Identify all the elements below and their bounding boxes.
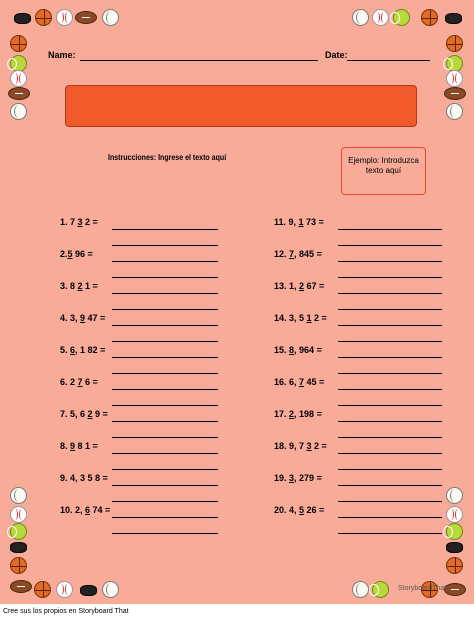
problem-digits-before: 7 xyxy=(67,217,78,227)
answer-line[interactable] xyxy=(112,389,218,390)
problem-digits-before: 2, xyxy=(72,505,86,515)
problem-number: 8. xyxy=(60,441,68,451)
problem-number: 6. xyxy=(60,377,68,387)
underlined-digit: 8 xyxy=(289,345,295,355)
answer-line[interactable] xyxy=(338,245,442,246)
basketball-icon xyxy=(34,581,51,598)
problem-number: 1. xyxy=(60,217,68,227)
answer-line[interactable] xyxy=(338,437,442,438)
problem-digits-before: 4, xyxy=(286,505,300,515)
date-field-line[interactable] xyxy=(347,60,430,61)
problem-digits-after: 9 = xyxy=(92,409,108,419)
volleyball-icon xyxy=(352,581,369,598)
problem-digits-after: , 1 82 = xyxy=(75,345,106,355)
hockey-puck-icon xyxy=(14,13,31,24)
problem-number: 12. xyxy=(274,249,287,259)
answer-line[interactable] xyxy=(338,485,442,486)
problem-11 xyxy=(274,217,324,227)
problem-3 xyxy=(60,281,98,291)
problem-digits-after: 26 = xyxy=(304,505,325,515)
tennis-ball-icon xyxy=(372,581,389,598)
problem-digits-after: 6 = xyxy=(82,377,98,387)
basketball-icon xyxy=(35,9,52,26)
answer-line[interactable] xyxy=(112,245,218,246)
problem-digits-after: 2 = xyxy=(311,441,327,451)
answer-line[interactable] xyxy=(338,517,442,518)
problem-number: 15. xyxy=(274,345,287,355)
answer-line[interactable] xyxy=(112,261,218,262)
problem-digits-before: 9, 7 xyxy=(286,441,307,451)
basketball-icon xyxy=(421,9,438,26)
problem-number: 9. xyxy=(60,473,68,483)
problem-6 xyxy=(60,377,98,387)
problem-19 xyxy=(274,473,322,483)
underlined-digit: 3 xyxy=(306,441,312,451)
answer-line[interactable] xyxy=(112,517,218,518)
basketball-icon xyxy=(10,557,27,574)
hockey-puck-icon xyxy=(80,585,97,596)
answer-line[interactable] xyxy=(338,453,442,454)
underlined-digit: 2 xyxy=(299,281,305,291)
baseball-icon xyxy=(10,506,27,523)
tennis-ball-icon xyxy=(10,523,27,540)
name-label: Name: xyxy=(48,50,76,60)
tennis-ball-icon xyxy=(393,9,410,26)
underlined-digit: 5 xyxy=(67,249,73,259)
problem-number: 7. xyxy=(60,409,68,419)
answer-line[interactable] xyxy=(338,469,442,470)
answer-line[interactable] xyxy=(112,485,218,486)
volleyball-icon xyxy=(446,487,463,504)
problem-digits-before: 9, xyxy=(286,217,299,227)
footer-credit: Cree sus los propios en Storyboard That xyxy=(0,604,474,620)
underlined-digit: 9 xyxy=(70,441,76,451)
answer-line[interactable] xyxy=(112,325,218,326)
answer-line[interactable] xyxy=(112,341,218,342)
football-icon xyxy=(75,11,97,24)
problem-number: 3. xyxy=(60,281,68,291)
answer-line[interactable] xyxy=(338,533,442,534)
problem-digits-after: , 279 = xyxy=(294,473,322,483)
problem-13 xyxy=(274,281,324,291)
underlined-digit: 5 xyxy=(299,505,305,515)
problem-5 xyxy=(60,345,105,355)
problem-digits-after: 74 = xyxy=(90,505,111,515)
answer-line[interactable] xyxy=(112,293,218,294)
answer-line[interactable] xyxy=(338,325,442,326)
basketball-icon xyxy=(446,557,463,574)
problem-digits-before: 3, xyxy=(67,313,81,323)
volleyball-icon xyxy=(352,9,369,26)
problem-digits-before: 5, 6 xyxy=(67,409,88,419)
volleyball-icon xyxy=(102,581,119,598)
problem-digits-after: 73 = xyxy=(303,217,324,227)
answer-line[interactable] xyxy=(338,501,442,502)
problem-digits-after: 1 = xyxy=(82,281,98,291)
underlined-digit: 7 xyxy=(77,377,83,387)
problem-4 xyxy=(60,313,105,323)
title-banner[interactable] xyxy=(65,85,417,127)
hockey-puck-icon xyxy=(445,13,462,24)
football-icon xyxy=(10,580,32,593)
problem-digits-after: , 845 = xyxy=(294,249,322,259)
underlined-digit: 3 xyxy=(289,473,295,483)
underlined-digit: 9 xyxy=(80,313,86,323)
underlined-digit: 3 xyxy=(77,217,83,227)
answer-line[interactable] xyxy=(338,293,442,294)
problem-10 xyxy=(60,505,110,515)
date-label: Date: xyxy=(325,50,348,60)
problem-number: 18. xyxy=(274,441,287,451)
basketball-icon xyxy=(10,35,27,52)
problem-number: 16. xyxy=(274,377,287,387)
answer-line[interactable] xyxy=(338,373,442,374)
problem-number: 20. xyxy=(274,505,287,515)
problem-18 xyxy=(274,441,327,451)
underlined-digit: 2 xyxy=(77,281,83,291)
problem-digits-before: 4, xyxy=(67,473,81,483)
problem-number: 17. xyxy=(274,409,287,419)
baseball-icon xyxy=(10,70,27,87)
problem-2 xyxy=(60,249,93,259)
answer-line[interactable] xyxy=(338,277,442,278)
volleyball-icon xyxy=(446,103,463,120)
answer-line[interactable] xyxy=(338,357,442,358)
answer-line[interactable] xyxy=(112,453,218,454)
problem-digits-after: 2 = xyxy=(82,217,98,227)
answer-line[interactable] xyxy=(338,389,442,390)
underlined-digit: 2 xyxy=(289,409,295,419)
answer-line[interactable] xyxy=(338,229,442,230)
problem-digits-after: 67 = xyxy=(304,281,325,291)
problem-digits-before: 6, xyxy=(286,377,300,387)
underlined-digit: 6 xyxy=(85,505,91,515)
problem-digits-before: 1, xyxy=(286,281,300,291)
answer-line[interactable] xyxy=(112,421,218,422)
problem-number: 19. xyxy=(274,473,287,483)
problem-digits-before: 2 xyxy=(67,377,78,387)
answer-line[interactable] xyxy=(112,277,218,278)
problem-8 xyxy=(60,441,98,451)
example-text: Ejemplo: Introduzca texto aquí xyxy=(348,156,419,175)
answer-line[interactable] xyxy=(338,421,442,422)
problem-9 xyxy=(60,473,108,483)
answer-line[interactable] xyxy=(112,469,218,470)
underlined-digit: 7 xyxy=(299,377,305,387)
answer-line[interactable] xyxy=(112,533,218,534)
answer-line[interactable] xyxy=(112,437,218,438)
answer-line[interactable] xyxy=(112,357,218,358)
volleyball-icon xyxy=(10,103,27,120)
underlined-digit: 1 xyxy=(298,217,304,227)
answer-line[interactable] xyxy=(338,309,442,310)
answer-line[interactable] xyxy=(338,405,442,406)
problem-digits-after: 3 5 8 = xyxy=(80,473,108,483)
problem-digits-after: 96 = xyxy=(72,249,93,259)
baseball-icon xyxy=(446,70,463,87)
problem-digits-after: , 964 = xyxy=(294,345,322,355)
problem-digits-after: 45 = xyxy=(304,377,325,387)
problem-17 xyxy=(274,409,322,419)
storyboard-logo: StoryboardThat xyxy=(398,585,447,592)
problem-number: 13. xyxy=(274,281,287,291)
problem-number: 10. xyxy=(60,505,73,515)
football-icon xyxy=(8,87,30,100)
tennis-ball-icon xyxy=(446,523,463,540)
answer-line[interactable] xyxy=(338,341,442,342)
problem-14 xyxy=(274,313,327,323)
example-box xyxy=(341,147,426,195)
volleyball-icon xyxy=(102,9,119,26)
answer-line[interactable] xyxy=(112,229,218,230)
problem-number: 4. xyxy=(60,313,68,323)
problem-number: 14. xyxy=(274,313,287,323)
problem-16 xyxy=(274,377,324,387)
problem-15 xyxy=(274,345,322,355)
name-field-line[interactable] xyxy=(80,60,318,61)
problem-7 xyxy=(60,409,108,419)
answer-line[interactable] xyxy=(112,373,218,374)
problem-number: 11. xyxy=(274,217,287,227)
problem-20 xyxy=(274,505,324,515)
underlined-digit: 2 xyxy=(87,409,93,419)
baseball-icon xyxy=(56,9,73,26)
football-icon xyxy=(444,583,466,596)
problem-digits-before: 8 xyxy=(67,281,78,291)
underlined-digit: 1 xyxy=(306,313,312,323)
football-icon xyxy=(444,87,466,100)
problem-digits-before: 3, 5 xyxy=(286,313,307,323)
baseball-icon xyxy=(446,506,463,523)
problem-digits-after: , 198 = xyxy=(294,409,322,419)
instructions-text: Instrucciones: Ingrese el texto aquí xyxy=(108,153,227,162)
answer-line[interactable] xyxy=(112,309,218,310)
problem-12 xyxy=(274,249,322,259)
problem-number: 2. xyxy=(60,249,68,259)
hockey-puck-icon xyxy=(446,542,463,553)
baseball-icon xyxy=(56,581,73,598)
problem-digits-after: 2 = xyxy=(311,313,327,323)
hockey-puck-icon xyxy=(10,542,27,553)
problem-digits-after: 47 = xyxy=(85,313,106,323)
underlined-digit: 6 xyxy=(70,345,76,355)
answer-line[interactable] xyxy=(338,261,442,262)
basketball-icon xyxy=(446,35,463,52)
problem-number: 5. xyxy=(60,345,68,355)
volleyball-icon xyxy=(10,487,27,504)
answer-line[interactable] xyxy=(112,501,218,502)
problem-digits-after: 8 1 = xyxy=(75,441,98,451)
baseball-icon xyxy=(372,9,389,26)
problem-1 xyxy=(60,217,98,227)
answer-line[interactable] xyxy=(112,405,218,406)
underlined-digit: 7 xyxy=(289,249,295,259)
